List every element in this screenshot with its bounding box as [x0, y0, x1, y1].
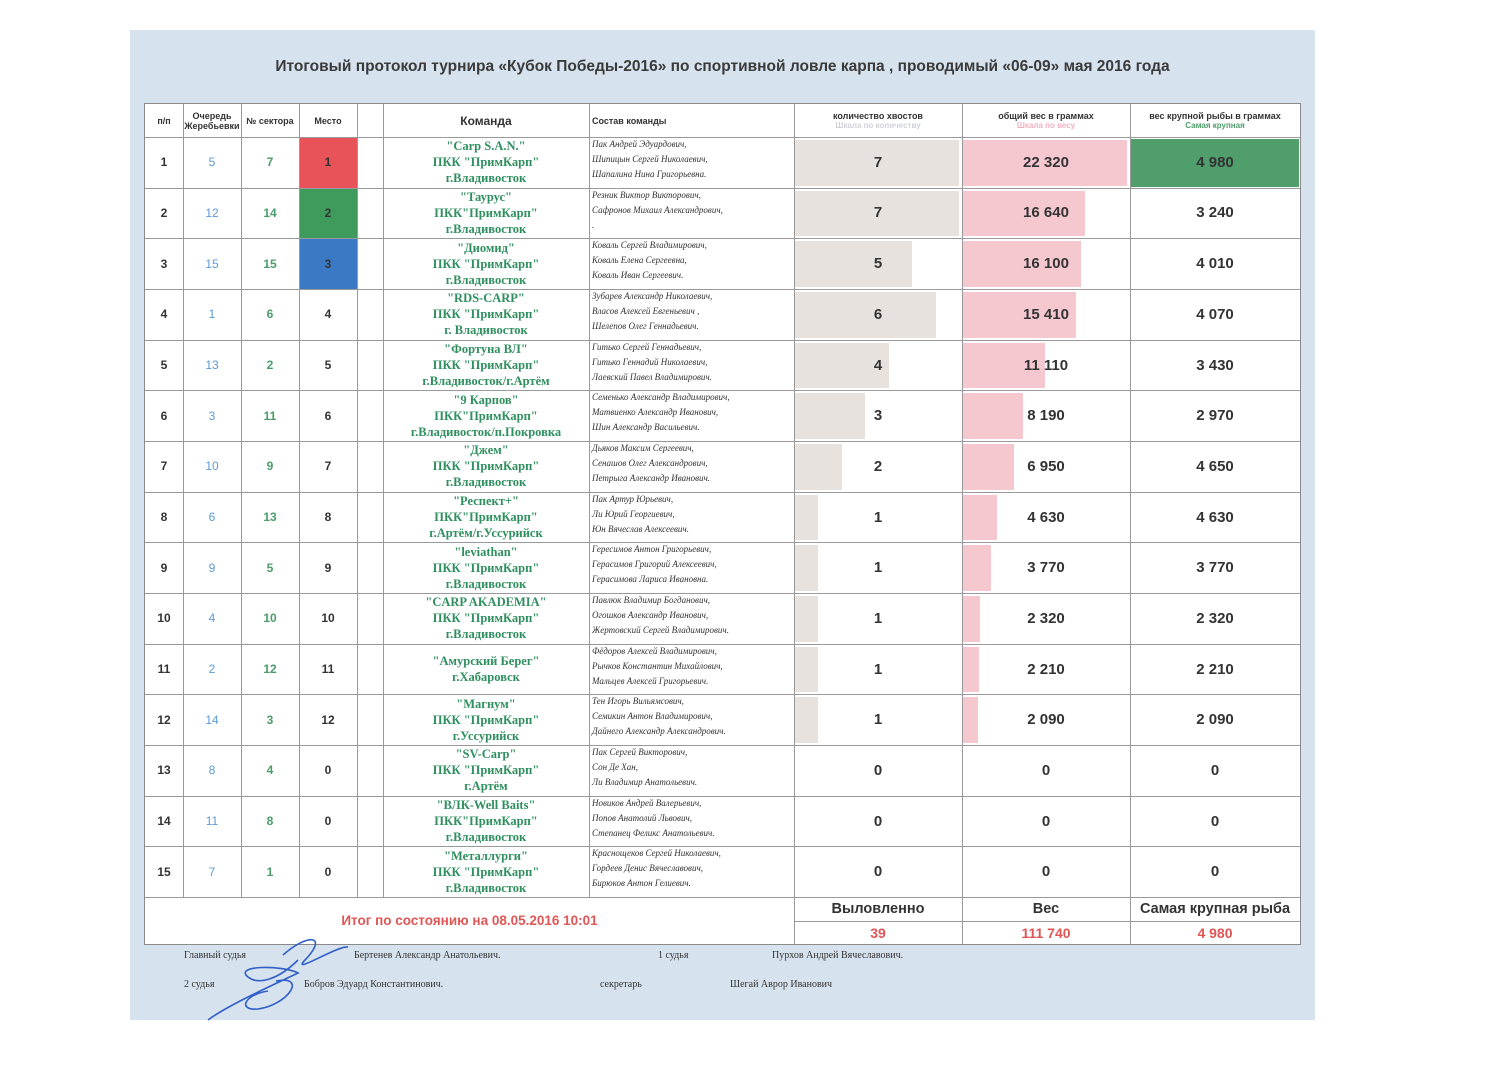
member-name: Огошков Александр Иванович,: [592, 610, 709, 621]
row-num: 7: [160, 459, 168, 474]
row-draw: 5: [208, 155, 216, 170]
row-count: 1: [873, 508, 883, 526]
header-count-scale: Шкала по количеству: [835, 120, 921, 130]
row-weight: 16 100: [1023, 255, 1069, 273]
team-line: ПКК "ПримКарп": [432, 256, 540, 271]
row-place: 9: [324, 560, 332, 575]
row-sector: 6: [266, 307, 274, 322]
row-weight: 15 410: [1023, 305, 1069, 323]
member-name: Сон Де Хан,: [592, 762, 638, 773]
team-line: г.Владивосток/г.Артём: [422, 374, 550, 388]
row-place: 8: [324, 510, 332, 525]
row-count: 0: [873, 812, 883, 830]
secretary-name: Шегай Аврор Иванович: [730, 979, 833, 990]
row-place: 5: [324, 358, 332, 372]
column-divider: [299, 104, 300, 897]
row-count: 7: [873, 204, 883, 222]
row-place: 10: [321, 611, 335, 626]
total-weight-label: Вес: [1032, 901, 1060, 917]
header-count: [794, 104, 962, 137]
row-sector: 3: [266, 712, 274, 727]
row-members: [589, 846, 797, 897]
row-draw: 4: [208, 611, 216, 626]
row-num: 12: [157, 712, 171, 727]
row-members: [589, 289, 797, 340]
team-line: "CARP AKADEMIA": [425, 595, 547, 610]
member-name: Рычков Константин Михайлович,: [592, 660, 723, 671]
row-num: 15: [157, 864, 171, 879]
row-num: 1: [160, 155, 168, 170]
row-count: 0: [873, 761, 883, 779]
row-sector: 12: [263, 662, 277, 677]
row-members: [589, 188, 797, 239]
member-name: Краснощеков Сергей Николаевич,: [592, 848, 721, 859]
row-count: 6: [873, 305, 883, 323]
team-line: "Амурский Берег": [432, 654, 540, 669]
row-team: [383, 137, 589, 188]
row-sector: 7: [266, 155, 274, 170]
row-members: [589, 238, 797, 289]
member-name: Ли Юрий Георгиевич,: [592, 508, 675, 519]
row-place: 12: [321, 712, 335, 727]
member-name: Коваль Иван Сергеевич.: [592, 270, 684, 281]
row-big: 4 630: [1196, 508, 1234, 526]
results-table: [144, 103, 1301, 945]
member-name: Новиков Андрей Валерьевич,: [592, 797, 702, 808]
row-divider: [145, 238, 1300, 239]
row-sector: 1: [266, 864, 274, 879]
row-team: [383, 390, 589, 441]
row-weight: 0: [1041, 863, 1051, 881]
row-big: 2 210: [1196, 660, 1234, 678]
team-line: ПКК "ПримКарп": [432, 560, 540, 575]
team-line: "Респект+": [453, 494, 519, 509]
row-count: 1: [873, 559, 883, 577]
team-line: "Джем": [463, 443, 509, 458]
row-members: [589, 745, 797, 796]
member-name: Пак Андрей Эдуардович,: [592, 139, 687, 149]
team-line: г.Артём: [464, 779, 508, 794]
team-line: "Диомид": [457, 240, 515, 255]
member-name: Шипицын Сергей Николаевич,: [592, 154, 708, 164]
member-name: Юн Вячеслав Алексеевич.: [592, 523, 689, 534]
member-name: Бирюков Антон Гелиевич.: [592, 878, 691, 889]
row-sector: 11: [263, 408, 277, 423]
total-caught-label: Выловленно: [831, 901, 925, 917]
row-place: 3: [299, 238, 357, 289]
row-draw: 8: [208, 763, 216, 778]
column-divider: [794, 104, 795, 944]
row-divider: [145, 390, 1300, 391]
team-line: "Магнум": [456, 696, 516, 711]
judge1-name: Пурхов Андрей Вячеславович.: [772, 950, 904, 961]
member-name: Жертовский Сергей Владимирович.: [592, 625, 729, 636]
row-draw: 1: [208, 307, 216, 322]
row-weight: 4 630: [1027, 508, 1065, 526]
team-line: ПКК "ПримКарп": [432, 611, 540, 626]
row-members: [589, 137, 797, 188]
row-sector: 9: [266, 459, 274, 474]
row-num: 6: [160, 408, 168, 423]
row-team: [383, 340, 589, 391]
row-team: [383, 289, 589, 340]
row-sector: 14: [263, 205, 277, 220]
row-sector: 15: [263, 256, 277, 271]
row-draw: 12: [205, 205, 219, 220]
row-divider: [145, 542, 1300, 543]
team-line: "Carp S.A.N.": [446, 139, 526, 154]
row-count: 1: [873, 711, 883, 729]
row-place: 0: [324, 763, 332, 778]
header-count-label: количество хвостов: [833, 110, 923, 121]
header-big-scale: Самая крупная: [1185, 120, 1245, 130]
column-divider: [589, 104, 590, 897]
row-big: 0: [1210, 761, 1220, 779]
row-place: 0: [324, 814, 332, 829]
team-line: "SV-Carp": [455, 747, 517, 762]
member-name: Коваль Елена Сергеевна,: [592, 255, 687, 266]
row-sector: 10: [263, 611, 277, 626]
total-weight-value: 111 740: [1021, 924, 1071, 941]
row-big: 0: [1210, 863, 1220, 881]
header-big-label: вес крупной рыбы в граммах: [1149, 110, 1281, 121]
row-weight: 2 210: [1027, 660, 1065, 678]
member-name: Павлюк Владимир Богданович,: [592, 595, 711, 606]
team-line: ПКК"ПримКарп": [434, 814, 538, 829]
header-weight-scale: Шкала по весу: [1016, 120, 1076, 130]
total-caught-value: 39: [870, 924, 886, 941]
row-divider: [145, 289, 1300, 290]
secretary-label: секретарь: [600, 979, 642, 990]
team-line: "leviathan": [454, 544, 518, 559]
column-divider: [241, 104, 242, 897]
row-sector: 4: [266, 763, 274, 778]
row-num: 8: [160, 510, 168, 525]
row-count: 0: [873, 863, 883, 881]
row-members: [589, 390, 797, 441]
member-name: Герасимова Лариса Ивановна.: [592, 574, 709, 585]
protocol-sheet: [130, 30, 1315, 1020]
team-line: г.Владивосток: [445, 475, 527, 490]
team-line: "ВЛК-Well Baits": [436, 798, 536, 813]
row-num: 10: [157, 611, 171, 626]
row-team: [383, 644, 589, 695]
team-line: ПКК "ПримКарп": [432, 155, 540, 170]
row-num: 2: [160, 205, 168, 220]
row-members: [589, 644, 797, 695]
member-name: Гересимов Антон Григорьевич,: [592, 544, 712, 555]
row-num: 13: [157, 763, 171, 778]
row-weight: 22 320: [1023, 153, 1069, 171]
row-team: [383, 492, 589, 543]
team-line: "RDS-CARP": [447, 291, 525, 306]
team-line: ПКК"ПримКарп": [434, 205, 538, 220]
row-place: 6: [324, 408, 332, 423]
row-team: [383, 593, 589, 644]
row-divider: [145, 137, 1300, 138]
row-draw: 6: [208, 510, 216, 525]
total-status: Итог по состоянию на 08.05.2016 10:01: [341, 913, 598, 928]
row-team: [383, 846, 589, 897]
row-weight: 0: [1041, 761, 1051, 779]
header-members: Состав команды: [592, 115, 667, 126]
total-big-value: 4 980: [1197, 924, 1233, 941]
header-num: п/п: [157, 115, 171, 126]
row-team: [383, 441, 589, 492]
team-line: ПКК "ПримКарп": [432, 459, 540, 474]
member-name: Попов Анатолий Львович,: [592, 812, 692, 823]
team-line: г.Владивосток: [445, 880, 527, 895]
row-divider: [145, 593, 1300, 594]
member-name: Власов Алексей Евгеньевич ,: [592, 306, 700, 316]
handwritten-signature: [188, 925, 358, 1025]
team-line: г.Владивосток: [445, 221, 527, 236]
member-name: Пак Сергей Викторович,: [592, 747, 688, 758]
row-members: [589, 492, 797, 543]
row-num: 3: [160, 256, 168, 271]
column-divider: [1130, 104, 1131, 944]
row-divider: [145, 694, 1300, 695]
header-team: Команда: [460, 113, 512, 128]
row-count: 2: [873, 457, 883, 475]
team-line: "9 Карпов": [453, 392, 519, 407]
row-members: [589, 340, 797, 391]
row-place: 4: [324, 307, 332, 322]
member-name: Семенько Александр Владимирович,: [592, 392, 730, 403]
member-name: Сафронов Михаил Александрович,: [592, 204, 723, 215]
chief-judge-label: Главный судья: [184, 950, 247, 961]
member-name: Мальцев Алексей Григорьевич.: [592, 675, 709, 686]
header-place: Место: [314, 115, 342, 126]
row-divider: [145, 188, 1300, 189]
row-divider: [145, 644, 1300, 645]
row-divider: [145, 796, 1300, 797]
team-line: г.Владивосток: [445, 576, 527, 591]
team-line: г.Владивосток: [445, 171, 527, 186]
column-divider: [383, 104, 384, 897]
row-members: [589, 542, 797, 593]
team-line: г.Хабаровск: [452, 670, 520, 685]
row-weight: 2 320: [1027, 609, 1065, 627]
row-num: 14: [157, 814, 171, 829]
row-draw: 2: [208, 662, 216, 677]
row-num: 11: [157, 662, 171, 677]
team-line: г. Владивосток: [444, 323, 528, 338]
row-team: [383, 542, 589, 593]
row-big: 4 650: [1196, 457, 1234, 475]
judge2-name: Бобров Эдуард Константинович.: [304, 979, 444, 990]
team-line: ПКК"ПримКарп": [434, 408, 538, 423]
row-team: [383, 188, 589, 239]
row-draw: 3: [208, 408, 216, 423]
header-weight-label: общий вес в граммах: [998, 110, 1094, 121]
row-big: 3 240: [1196, 204, 1234, 222]
row-count: 4: [873, 356, 883, 374]
team-line: ПКК "ПримКарп": [432, 712, 540, 727]
team-line: г.Уссурийск: [452, 728, 520, 743]
row-num: 5: [160, 358, 168, 372]
judge1-label: 1 судья: [658, 950, 689, 961]
row-weight: 6 950: [1027, 457, 1065, 475]
member-name: Герасимов Григорий Алексеевич,: [592, 559, 717, 570]
team-line: "Металлурги": [444, 848, 528, 863]
row-divider: [145, 492, 1300, 493]
member-name: Ли Владимир Анатольевич.: [592, 777, 698, 788]
row-draw: 15: [205, 256, 219, 271]
row-weight: 3 770: [1027, 559, 1065, 577]
team-line: "Фортуна ВЛ": [444, 342, 528, 356]
row-big: 3 430: [1196, 356, 1234, 374]
row-place: 0: [324, 864, 332, 879]
member-name: Шелепов Олег Геннадьевич.: [592, 321, 699, 331]
row-members: [589, 796, 797, 847]
row-draw: 7: [208, 864, 216, 879]
row-num: 4: [160, 307, 168, 322]
page-title: Итоговый протокол турнира «Кубок Победы-2016» по спортивной ловле карпа , проводимый «06-09» мая 2016 года: [275, 58, 1170, 75]
row-count: 5: [873, 255, 883, 273]
team-line: "Таурус": [460, 189, 512, 204]
member-name: Коваль Сергей Владимирович,: [592, 240, 707, 251]
header-weight: [962, 104, 1130, 137]
team-line: г.Владивосток: [445, 272, 527, 287]
team-line: г.Владивосток/п.Покровка: [410, 424, 562, 439]
column-divider: [183, 104, 184, 897]
team-line: ПКК "ПримКарп": [432, 358, 540, 372]
row-place: 7: [324, 459, 332, 474]
column-divider: [357, 104, 358, 897]
row-weight: 16 640: [1023, 204, 1069, 222]
row-count: 1: [873, 660, 883, 678]
team-line: ПКК "ПримКарп": [432, 864, 540, 879]
row-divider: [145, 441, 1300, 442]
row-num: 9: [160, 560, 168, 575]
member-name: Лаевский Павел Владимирович.: [592, 371, 712, 382]
header-sector: № сектора: [246, 115, 294, 126]
member-name: Семикин Антон Владимирович,: [592, 711, 713, 722]
team-line: ПКК"ПримКарп": [434, 510, 538, 525]
row-weight: 11 110: [1023, 356, 1069, 374]
member-name: Дайнего Александр Александрович.: [592, 726, 726, 737]
team-line: г.Владивосток: [445, 627, 527, 642]
team-line: ПКК "ПримКарп": [432, 763, 540, 778]
total-big-label: Самая крупная рыба: [1139, 901, 1291, 917]
team-line: г.Артём/г.Уссурийск: [429, 526, 543, 541]
row-count: 3: [873, 407, 883, 425]
row-weight: 8 190: [1027, 407, 1065, 425]
row-team: [383, 796, 589, 847]
row-divider: [145, 340, 1300, 341]
member-name: Гитько Геннадий Николаевич,: [592, 356, 708, 367]
member-name: Петрыга Александр Иванович.: [592, 473, 711, 484]
row-place: 11: [321, 662, 335, 677]
row-draw: 9: [208, 560, 216, 575]
row-draw: 11: [205, 814, 219, 829]
row-weight: 2 090: [1027, 711, 1065, 729]
row-big: 4 980: [1196, 153, 1234, 171]
row-count: 1: [873, 609, 883, 627]
member-name: Дьяков Максим Сергеевич,: [592, 443, 694, 454]
row-team: [383, 694, 589, 745]
row-place: 2: [299, 188, 357, 239]
row-team: [383, 238, 589, 289]
member-name: Гордеев Денис Вячеславович,: [592, 863, 704, 874]
member-name: Степанец Феликс Анатольевич.: [592, 827, 715, 838]
team-line: ПКК "ПримКарп": [432, 307, 540, 322]
row-draw: 14: [205, 712, 219, 727]
member-name: Сенашов Олег Александрович,: [592, 458, 708, 469]
header-big: [1130, 104, 1300, 137]
row-count: 7: [873, 153, 883, 171]
member-name: Шин Александр Васильевич.: [592, 422, 700, 433]
row-members: [589, 441, 797, 492]
header-draw: Очередь Жеребьевки: [184, 110, 240, 131]
row-weight: 0: [1041, 812, 1051, 830]
row-draw: 10: [205, 459, 219, 474]
row-members: [589, 593, 797, 644]
member-name: Тен Игорь Вильямсович,: [592, 696, 684, 707]
member-name: Резник Виктор Викторович,: [592, 189, 701, 200]
column-divider: [962, 104, 963, 944]
row-sector: 13: [263, 510, 277, 525]
member-name: Шапалина Нина Григорьевна.: [592, 169, 707, 179]
member-name: Матвиенко Александр Иванович,: [592, 407, 719, 418]
team-line: г.Владивосток: [445, 830, 527, 845]
row-team: [383, 745, 589, 796]
member-name: Пак Артур Юрьевич,: [592, 493, 674, 504]
row-big: 2 090: [1196, 711, 1234, 729]
row-sector: 5: [266, 560, 274, 575]
row-divider: [145, 745, 1300, 746]
judge2-label: 2 судья: [184, 979, 215, 990]
row-big: 4 010: [1196, 255, 1234, 273]
member-name: Зубарев Александр Николаевич,: [592, 291, 713, 301]
member-name: Гитько Сергей Геннадьевич,: [592, 341, 702, 352]
row-big: 2 970: [1196, 407, 1234, 425]
member-name: .: [592, 219, 595, 230]
row-big: 2 320: [1196, 609, 1234, 627]
row-big: 4 070: [1196, 305, 1234, 323]
row-sector: 8: [266, 814, 274, 829]
row-members: [589, 694, 797, 745]
row-divider: [145, 846, 1300, 847]
member-name: Фёдоров Алексей Владимирович,: [592, 645, 717, 656]
row-big: 3 770: [1196, 559, 1234, 577]
row-draw: 13: [205, 358, 219, 372]
row-sector: 2: [266, 358, 274, 372]
row-place: 1: [299, 137, 357, 188]
chief-judge-name: Бертенев Александр Анатольевич.: [354, 950, 501, 961]
row-big: 0: [1210, 812, 1220, 830]
